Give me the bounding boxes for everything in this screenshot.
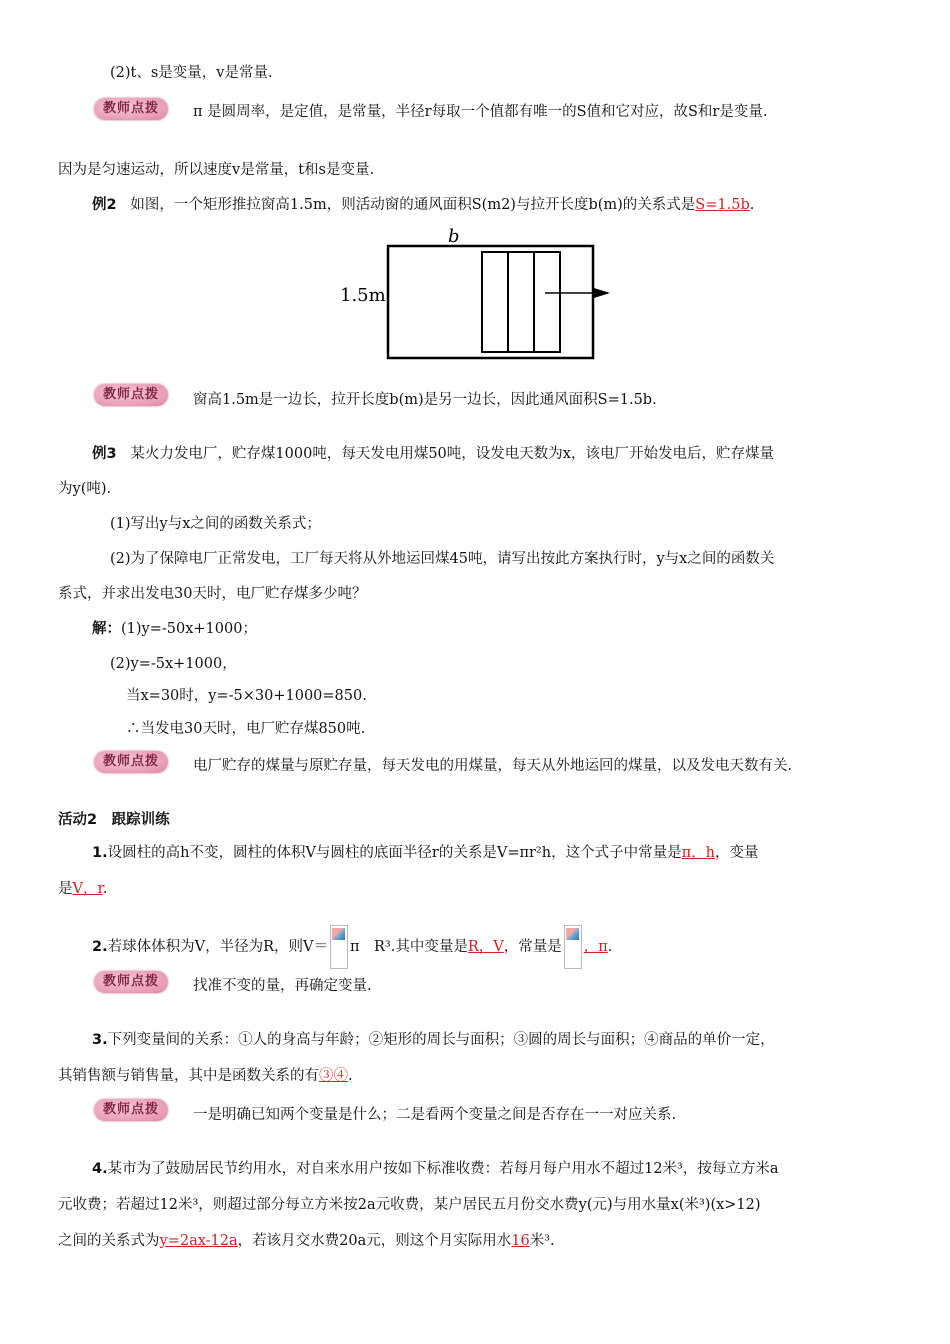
answer: 16 (511, 1233, 530, 1249)
teacher-tip-badge: 教师点拨 (94, 98, 168, 120)
question-1: (1)写出y与x之间的函数关系式； (110, 516, 321, 532)
exercise-4: 4.某市为了鼓励居民节约用水，对自来水用户按如下标准收费：若每月每户用水不超过12米³，按每立方米a (92, 1161, 779, 1177)
solution-2: (2)y=-5x+1000， (110, 656, 237, 672)
solution-label: 解： (92, 621, 121, 637)
window-frame (388, 246, 593, 358)
teacher-tip-badge: 教师点拨 (94, 751, 168, 773)
sliding-panel (482, 252, 560, 352)
exercise-1: 1.设圆柱的高h不变，圆柱的体积V与圆柱的底面半径r的关系是V=πr²h，这个式子中常量是π，h，变量 (92, 845, 759, 861)
question-2-cont: 系式，并求出发电30天时，电厂贮存煤多少吨？ (58, 586, 367, 602)
teacher-tip-badge: 教师点拨 (94, 1099, 168, 1121)
example-2: 例2 如图，一个矩形推拉窗高1.5m，则活动窗的通风面积S(m2)与拉开长度b(m)的关系式是S=1.5b. (92, 197, 755, 213)
tip-text: 窗高1.5m是一边长，拉开长度b(m)是另一边长，因此通风面积S=1.5b. (193, 392, 657, 408)
answer: π，h (681, 845, 715, 861)
broken-image-icon (330, 925, 348, 969)
example-3-cont: 为y(吨). (58, 481, 112, 497)
answer: ，π (583, 939, 608, 955)
exercise-4-cont2: 之间的关系式为y=2ax-12a，若该月交水费20a元，则这个月实际用水16米³. (58, 1233, 555, 1249)
solution-3: 当x=30时，y=-5×30+1000=850. (126, 688, 367, 704)
sub-answer-2: (2)t、s是变量，v是常量. (110, 65, 273, 81)
answer: R，V (467, 939, 504, 955)
teacher-tip-badge: 教师点拨 (94, 971, 168, 993)
window-figure (330, 222, 620, 364)
tip-text: 电厂贮存的煤量与原贮存量，每天发电的用煤量，每天从外地运回的煤量，以及发电天数有关. (193, 758, 793, 774)
exercise-3-cont: 其销售额与销售量，其中是函数关系的有③④. (58, 1068, 353, 1084)
figure-label-b: b (448, 226, 460, 247)
example-3: 例3 某火力发电厂，贮存煤1000吨，每天发电用煤50吨，设发电天数为x，该电厂开始发电后，贮存煤量 (92, 446, 774, 462)
exercise-2: 2.若球体体积为V，半径为R，则V＝ π R³.其中变量是R，V，常量是 ，π. (92, 925, 612, 969)
example-text: 如图，一个矩形推拉窗高1.5m，则活动窗的通风面积S(m2)与拉开长度b(m)的关系式是 (130, 197, 696, 213)
question-2: (2)为了保障电厂正常发电，工厂每天将从外地运回煤45吨，请写出按此方案执行时，y与x之间的函数关 (110, 551, 775, 567)
section-heading: 活动2 跟踪训练 (58, 812, 170, 828)
teacher-tip-badge: 教师点拨 (94, 384, 168, 406)
exercise-1-cont: 是V，r. (58, 881, 108, 897)
answer: S=1.5b (695, 197, 750, 213)
example-label: 例3 (92, 446, 117, 462)
exercise-3: 3.下列变量间的关系：①人的身高与年龄；②矩形的周长与面积；③圆的周长与面积；④商品的单价一定， (92, 1032, 775, 1048)
example-label: 例2 (92, 197, 117, 213)
tip-text-cont: 因为是匀速运动，所以速度v是常量，t和s是变量. (58, 162, 375, 178)
tip-text: 一是明确已知两个变量是什么；二是看两个变量之间是否存在一一对应关系. (193, 1107, 677, 1123)
answer: V，r (72, 881, 103, 897)
tip-text: π 是圆周率，是定值，是常量，半径r每取一个值都有唯一的S值和它对应，故S和r是变量. (193, 104, 768, 120)
figure-label-height: 1.5m (340, 285, 386, 306)
answer: ③④ (319, 1068, 348, 1084)
tip-text: 找准不变的量，再确定变量. (193, 978, 372, 994)
solution-1: 解：(1)y=-50x+1000； (92, 621, 257, 637)
exercise-4-cont: 元收费；若超过12米³，则超过部分每立方米按2a元收费，某户居民五月份交水费y(元)与用水量x(米³)(x>12) (58, 1197, 761, 1213)
answer: y=2ax-12a (159, 1233, 238, 1249)
arrow-head (594, 288, 610, 298)
solution-4: ∴当发电30天时，电厂贮存煤850吨. (126, 721, 366, 737)
broken-image-icon (564, 925, 582, 969)
